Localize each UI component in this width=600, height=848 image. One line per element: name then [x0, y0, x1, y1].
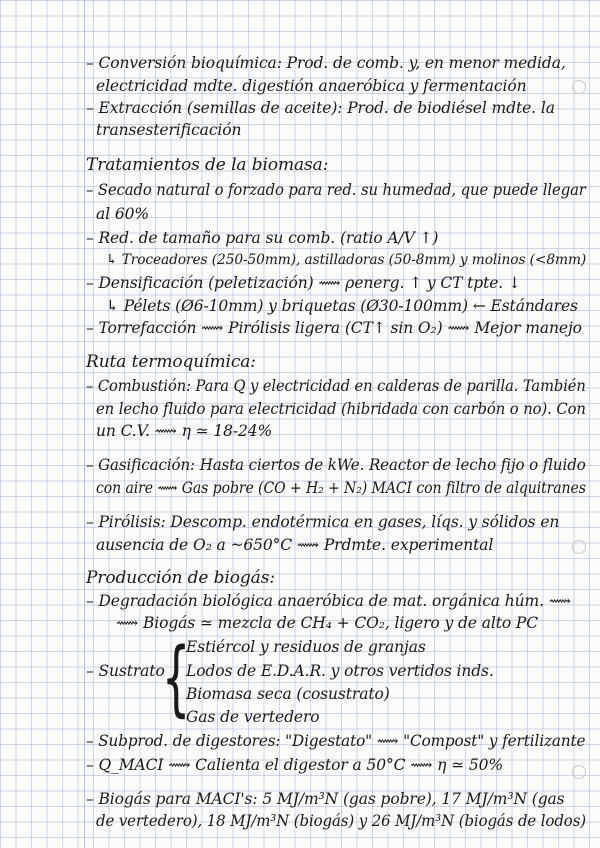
note-line: Estiércol y residuos de granjas	[186, 638, 426, 656]
note-line: Gas de vertedero	[186, 708, 320, 726]
note-line: – Biogás para MACI's: 5 MJ/m³N (gas pobre), 17 MJ/m³N (gas	[86, 790, 565, 808]
note-line: ausencia de O₂ a ~650°C ⟿ Prdmte. experimental	[96, 536, 494, 554]
note-line: – Sustrato	[86, 662, 165, 680]
margin-line	[84, 0, 85, 848]
note-line: Lodos de E.D.A.R. y otros vertidos inds.	[186, 662, 494, 680]
note-line: – Conversión bioquímica: Prod. de comb. y, en menor medida,	[86, 54, 566, 72]
note-line: transesterificación	[96, 121, 242, 139]
note-line: ↳ Pélets (Ø6-10mm) y briquetas (Ø30-100mm) ← Estándares	[106, 297, 578, 315]
note-line: ↳ Troceadores (250-50mm), astilladoras (50-8mm) y molinos (<8mm)	[106, 252, 587, 268]
note-line: – Torrefacción ⟿ Pirólisis ligera (CT↑ sin O₂) ⟿ Mejor manejo	[86, 319, 582, 337]
note-line: – Red. de tamaño para su comb. (ratio A/V ↑)	[86, 229, 439, 247]
note-line: – Degradación biológica anaeróbica de mat. orgánica húm. ⟿	[86, 592, 571, 610]
note-line: – Combustión: Para Q y electricidad en calderas de parilla. También	[86, 377, 586, 395]
note-line: – Secado natural o forzado para red. su humedad, que puede llegar	[86, 181, 586, 199]
note-line: – Subprod. de digestores: "Digestato" ⟿ "Compost" y fertilizante	[86, 732, 586, 750]
section-heading: Producción de biogás:	[86, 568, 275, 588]
section-heading: Ruta termoquímica:	[86, 352, 256, 372]
note-line: – Q_MACI ⟿ Calienta el digestor a 50°C ⟿ η ≃ 50%	[86, 756, 504, 774]
note-line: – Gasificación: Hasta ciertos de kWe. Reactor de lecho fijo o fluido	[86, 456, 586, 474]
section-heading: Tratamientos de la biomasa:	[86, 155, 329, 175]
note-line: – Extracción (semillas de aceite): Prod. de biodiésel mdte. la	[86, 99, 555, 117]
note-line: – Pirólisis: Descomp. endotérmica en gases, líqs. y sólidos en	[86, 513, 560, 531]
note-line: de vertedero), 18 MJ/m³N (biogás) y 26 MJ/m³N (biogás de lodos)	[96, 812, 587, 830]
note-line: al 60%	[96, 205, 149, 223]
note-line: ⟿ Biogás ≃ mezcla de CH₄ + CO₂, ligero y de alto PC	[116, 614, 538, 632]
note-line: un C.V. ⟿ η ≃ 18-24%	[96, 422, 273, 440]
curly-brace: {	[161, 631, 191, 726]
note-line: electricidad mdte. digestión anaeróbica y fermentación	[96, 77, 527, 95]
note-line: – Densificación (peletización) ⟿ ρenerg. ↑ y CT tpte. ↓	[86, 274, 521, 292]
note-line: con aire ⟿ Gas pobre (CO + H₂ + N₂) MACI con filtro de alquitranes	[96, 479, 586, 497]
note-line: en lecho fluido para electricidad (hibridada con carbón o no). Con	[96, 400, 586, 418]
note-line: Biomasa seca (cosustrato)	[186, 685, 390, 703]
